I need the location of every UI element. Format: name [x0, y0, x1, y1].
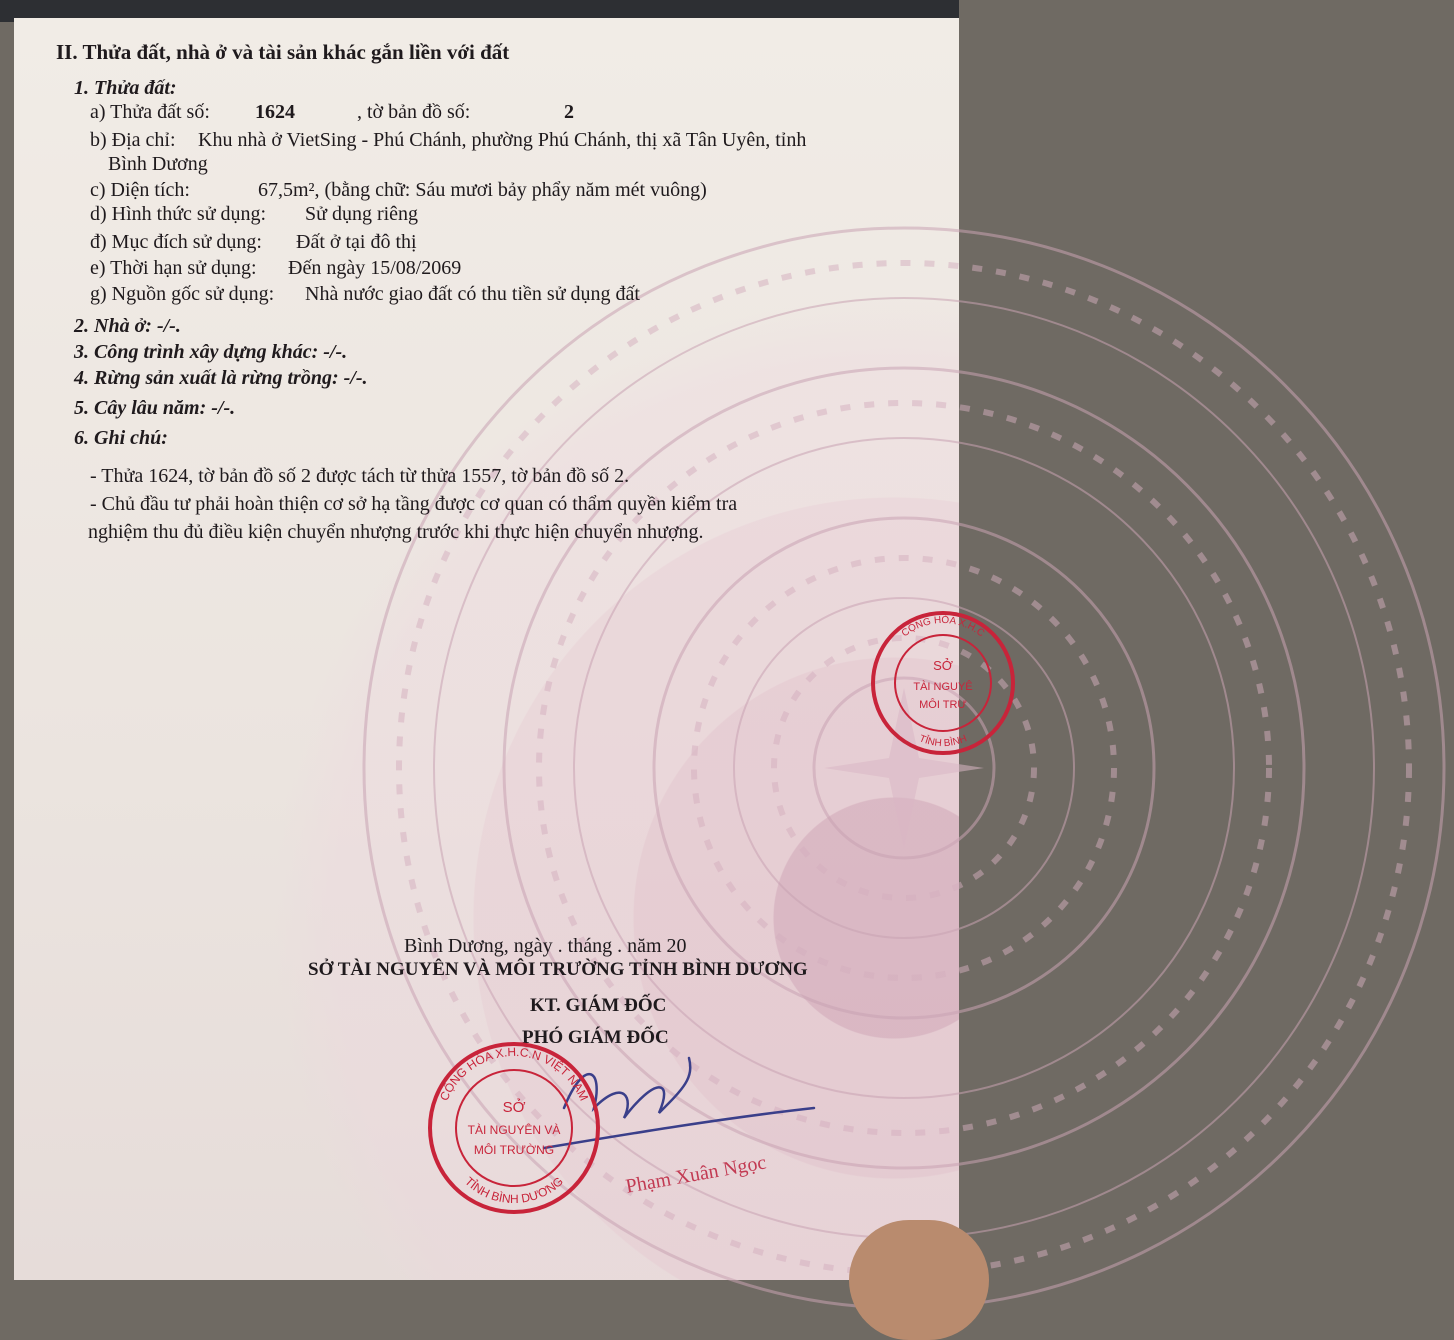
other-works-row: 3. Công trình xây dựng khác: -/-.: [74, 341, 348, 363]
purpose-label: đ) Mục đích sử dụng:: [90, 231, 262, 253]
note-line-2: - Chủ đầu tư phải hoàn thiện cơ sở hạ tầng được cơ quan có thẩm quyền kiểm tra: [90, 493, 738, 515]
thumb: [849, 1220, 989, 1340]
origin-value: Nhà nước giao đất có thu tiền sử dụng đất: [305, 283, 640, 305]
svg-text:TỈNH BÌNH: TỈNH BÌNH: [917, 733, 969, 750]
address-label: b) Địa chỉ:: [90, 129, 176, 151]
deputy-director: PHÓ GIÁM ĐỐC: [522, 1027, 669, 1048]
note-line-3: nghiệm thu đủ điều kiện chuyển nhượng trước khi thực hiện chuyển nhượng.: [88, 521, 704, 543]
address-line2: Bình Dương: [108, 153, 208, 175]
kt-director: KT. GIÁM ĐỐC: [530, 995, 667, 1016]
svg-text:CỘNG HÒA X.H.C.N VIỆT NAM: CỘNG HÒA X.H.C.N VIỆT NAM: [436, 1044, 592, 1103]
signer-name: Phạm Xuân Ngọc: [624, 1151, 768, 1198]
svg-text:TỈNH BÌNH DƯƠNG: TỈNH BÌNH DƯƠNG: [462, 1174, 566, 1207]
purpose-value: Đất ở tại đô thị: [296, 231, 417, 253]
term-label: e) Thời hạn sử dụng:: [90, 257, 257, 279]
svg-text:TÀI NGUYÊ: TÀI NGUYÊ: [913, 681, 973, 693]
area-label: c) Diện tích:: [90, 179, 190, 201]
map-label: , tờ bản đồ số:: [357, 101, 471, 123]
origin-label: g) Nguồn gốc sử dụng:: [90, 283, 275, 305]
date-line: Bình Dương, ngày . tháng . năm 20: [404, 935, 687, 957]
notes-heading: 6. Ghi chú:: [74, 427, 168, 449]
perennial-row: 5. Cây lâu năm: -/-.: [74, 397, 236, 419]
edge-seal: [868, 608, 1018, 758]
use-form-value: Sử dụng riêng: [305, 203, 419, 225]
map-number: 2: [564, 101, 574, 123]
term-value: Đến ngày 15/08/2069: [288, 257, 462, 279]
address-line1: Khu nhà ở VietSing - Phú Chánh, phường Phú Chánh, thị xã Tân Uyên, tỉnh: [198, 129, 807, 151]
section-title: II. Thửa đất, nhà ở và tài sản khác gắn liền với đất: [56, 40, 510, 64]
land-heading: 1. Thửa đất:: [74, 77, 177, 99]
svg-text:SỞ: SỞ: [502, 1099, 526, 1116]
svg-text:MÔI TRƯ: MÔI TRƯ: [919, 699, 967, 711]
svg-text:MÔI TRƯỜNG: MÔI TRƯỜNG: [473, 1143, 555, 1157]
parcel-label: a) Thửa đất số:: [90, 101, 210, 123]
house-row: 2. Nhà ở: -/-.: [74, 315, 181, 337]
agency-name: SỞ TÀI NGUYÊN VÀ MÔI TRƯỜNG TỈNH BÌNH DƯƠNG: [308, 959, 808, 980]
certificate-page: [14, 18, 987, 1280]
official-seal: [424, 1038, 604, 1218]
use-form-label: d) Hình thức sử dụng:: [90, 203, 267, 225]
svg-text:SỞ: SỞ: [933, 658, 953, 673]
note-line-1: - Thửa 1624, tờ bản đồ số 2 được tách từ thửa 1557, tờ bản đồ số 2.: [90, 465, 630, 487]
area-value: 67,5m², (bằng chữ: Sáu mươi bảy phẩy năm mét vuông): [258, 179, 707, 201]
forest-row: 4. Rừng sản xuất là rừng trồng: -/-.: [74, 367, 368, 389]
svg-text:CỘNG HÒA X.H.C: CỘNG HÒA X.H.C: [899, 614, 987, 640]
svg-text:TÀI NGUYÊN VÀ: TÀI NGUYÊN VÀ: [467, 1123, 561, 1137]
parcel-number: 1624: [255, 101, 295, 123]
